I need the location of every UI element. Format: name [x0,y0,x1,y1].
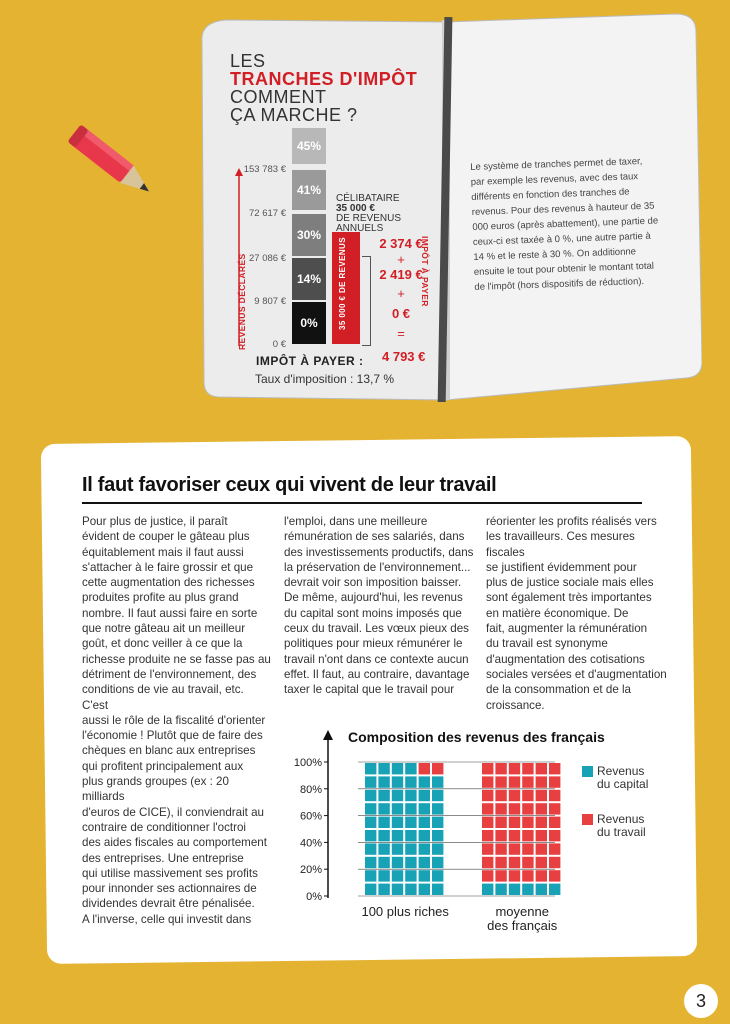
celib-line4: ANNUELS [336,223,384,234]
chart-cell [405,830,416,841]
chart-cell [536,830,547,841]
title-underline [82,502,642,504]
sum-value: 2 374 € [379,236,423,251]
chart-cell [405,817,416,828]
sum-plus: + [397,252,405,267]
chart-cell [549,776,560,787]
chart-cell [549,790,560,801]
chart-cell [392,763,403,774]
chart-cell [495,790,506,801]
celib-line3: DE REVENUS [336,213,402,224]
chart-cell [495,803,506,814]
revenus-declares-label: REVENUS DÉCLARÉS [237,253,247,350]
chart-cell [432,763,443,774]
article-column-3: réorienter les profits réalisés vers les travailleurs. Ces mesures fiscales se justifient évidemment pour plus de justice sociale mais elles sont également très importantes en matière économique. De fait, augmenter la rémunération du travail est synonyme d'augmentation des cotisations sociales versées et d'augmentation de la consommation et de la croissance. [486,515,667,712]
chart-cell [495,870,506,881]
chart-cell [495,763,506,774]
chart-cell [419,776,430,787]
chart-cell [522,803,533,814]
legend-label: du travail [597,825,646,839]
chart-cell [482,803,493,814]
chart-cell [419,884,430,895]
y-tick-label: 40% [299,837,322,850]
chart-cell [365,843,376,854]
chart-cell [392,817,403,828]
celib-line2: 35 000 € [336,203,375,214]
threshold-label: 153 783 € [243,164,286,175]
chart-title: Composition des revenus des français [348,729,605,745]
notebook-title-line1: LES [230,51,266,71]
chart-cell [432,817,443,828]
chart-cell [432,776,443,787]
chart-cell [536,763,547,774]
celib-line1: CÉLIBATAIRE [336,193,400,204]
threshold-label: 0 € [272,339,286,350]
bracket-0: 0% [292,302,326,344]
chart-cell [495,884,506,895]
chart-cell [509,803,520,814]
chart-cell [365,884,376,895]
chart-cell [432,884,443,895]
chart-cell [522,870,533,881]
bracket-14: 14% [292,258,326,300]
sum-value: 0 € [391,306,411,321]
chart-cell [522,830,533,841]
chart-cell [509,884,520,895]
threshold-label: 72 617 € [249,208,286,219]
chart-cell [549,884,560,895]
chart-cell [482,884,493,895]
chart-cell [392,857,403,868]
chart-cell [365,857,376,868]
chart-cell [509,776,520,787]
chart-cell [405,790,416,801]
chart-cell [509,843,520,854]
chart-cell [365,790,376,801]
chart-cell [522,790,533,801]
chart-cell [432,830,443,841]
chart-cell [536,857,547,868]
legend-swatch [582,766,593,777]
chart-cell [482,817,493,828]
chart-cell [549,763,560,774]
bracket-45: 45% [292,128,326,164]
chart-cell [549,870,560,881]
chart-cell [419,790,430,801]
chart-cell [482,776,493,787]
sum-value: 2 419 € [379,267,423,282]
chart-cell [365,817,376,828]
chart-cell [392,884,403,895]
chart-cell [522,776,533,787]
chart-cell [378,830,389,841]
chart-cell [432,843,443,854]
notebook-title-line3: COMMENT [230,87,327,107]
income-bar-label: 35 000 € DE REVENUS [338,237,347,330]
chart-cell [378,843,389,854]
chart-cell [495,817,506,828]
x-category-label: 100 plus riches [361,904,449,919]
chart-cell [392,870,403,881]
chart-cell [536,803,547,814]
legend-swatch [582,814,593,825]
chart-cell [419,857,430,868]
notebook-title-line2: TRANCHES D'IMPÔT [230,69,418,89]
chart-cell [549,830,560,841]
total-value: 4 793 € [382,349,426,364]
chart-cell [378,803,389,814]
chart-cell [378,817,389,828]
chart-cell [549,857,560,868]
chart-cell [536,884,547,895]
chart-cell [392,790,403,801]
y-axis-arrow [323,730,333,740]
article-column-2: l'emploi, dans une meilleure rémunération de ses salariés, dans des investissements productifs, dans la préservation de l'environnement... devrait voir son imposition baisser. De même, aujourd'hui, les revenus du capital sont moins imposés que ceux du travail. Les vœux pieux des politiques pour mieux rémunérer le travail n'ont dans ce contexte aucun effet. Il faut, au contraire, davantage taxer le capital que le travail pour [284,515,474,697]
bracket-30: 30% [292,214,326,256]
y-tick-label: 0% [306,891,322,903]
notebook-title-line4: ÇA MARCHE ? [230,105,358,125]
chart-cell [495,843,506,854]
chart-cell [405,803,416,814]
chart-cell [522,857,533,868]
chart-cell [419,870,430,881]
y-tick-label: 100% [293,757,322,769]
chart-cell [536,776,547,787]
chart-cell [509,870,520,881]
chart-cell [432,870,443,881]
chart-cell [509,763,520,774]
chart-cell [378,884,389,895]
legend-label: Revenus [597,812,645,826]
chart-cell [509,830,520,841]
income-composition-chart [290,728,680,938]
chart-cell [482,763,493,774]
chart-cell [509,857,520,868]
chart-cell [536,843,547,854]
y-tick-label: 20% [299,864,322,877]
chart-cell [549,817,560,828]
chart-cell [522,884,533,895]
chart-cell [482,870,493,881]
chart-cell [509,817,520,828]
chart-cell [549,843,560,854]
chart-cell [365,776,376,787]
chart-cell [522,843,533,854]
chart-cell [419,803,430,814]
chart-cell [378,870,389,881]
chart-cell [536,870,547,881]
chart-cell [482,830,493,841]
chart-cell [432,857,443,868]
chart-cell [522,817,533,828]
chart-cell [482,790,493,801]
x-category-label: des français [487,918,558,933]
chart-cell [378,790,389,801]
tax-rate-label: Taux d'imposition : 13,7 % [255,372,395,386]
chart-cell [365,803,376,814]
article-title: Il faut favoriser ceux qui vivent de leur travail [82,474,497,496]
chart-cell [522,763,533,774]
chart-cell [405,763,416,774]
chart-cell [405,884,416,895]
chart-cell [392,803,403,814]
notebook-explanation: Le système de tranches permet de taxer, par exemple les revenus, avec des taux différents en fonction des tranches de revenus. Pour des revenus à hauteur de 35 000 euros (après abattement), une partie de ceux-ci est taxée à 0 %, une autre partie à 14 % et le reste à 30 %. On additionne ensuite le tout pour obtenir le montant total de l'impôt (hors dispositifs de réduction). [470,155,659,293]
x-category-label: moyenne [495,904,549,919]
article-column-1: Pour plus de justice, il paraît évident de couper le gâteau plus équitablement mais il faut aussi s'attacher à le faire grossir et que cette augmentation des richesses produites profite au plus grand nombre. Il faut aussi faire en sorte que notre gâteau ait un meilleur goût, et donc veiller à ce que la richesse produite ne se fasse pas au détriment de l'environnement, des conditions de vie au travail, etc. C'est aussi le rôle de la fiscalité d'orienter l'économie ! Plutôt que de faire des chèques en blanc aux entreprises qui profitent principalement aux plus grands groupes (ex : 20 milliards d'euros de CICE), il conviendrait au contraire de conditionner l'octroi des aides fiscales au comportement des entreprises. Une entreprise qui utilise massivement ses profits pour innonder ses actionnaires de dividendes devrait être pénalisée. A l'inverse, celle qui investit dans [82,515,271,926]
total-label: IMPÔT À PAYER : [256,354,364,368]
sum-plus: + [397,286,405,301]
chart-cell [536,817,547,828]
y-tick-label: 60% [299,810,322,823]
chart-cell [549,803,560,814]
chart-cell [392,776,403,787]
chart-cell [392,843,403,854]
legend-label: du capital [597,777,649,791]
impot-a-payer-axis-label: IMPÔT À PAYER [420,236,430,307]
page-number: 3 [684,984,718,1018]
chart-cell [405,857,416,868]
chart-cell [365,763,376,774]
chart-cell [392,830,403,841]
chart-cell [432,803,443,814]
chart-cell [482,857,493,868]
chart-cell [536,790,547,801]
chart-cell [495,776,506,787]
chart-cell [419,830,430,841]
legend-label: Revenus [597,764,645,778]
chart-cell [378,857,389,868]
chart-cell [405,870,416,881]
chart-cell [482,843,493,854]
chart-cell [495,857,506,868]
chart-cell [432,790,443,801]
bracket-41: 41% [292,170,326,210]
chart-cell [365,870,376,881]
threshold-label: 27 086 € [249,253,286,264]
chart-cell [365,830,376,841]
chart-cell [509,790,520,801]
chart-cell [419,843,430,854]
chart-cell [419,817,430,828]
chart-cell [378,763,389,774]
threshold-label: 9 807 € [254,296,286,307]
chart-cell [378,776,389,787]
pencil-illustration [60,115,170,225]
chart-cell [495,830,506,841]
y-tick-label: 80% [299,783,322,796]
sum-equals: = [397,326,405,341]
chart-cell [405,776,416,787]
chart-cell [419,763,430,774]
chart-cell [405,843,416,854]
